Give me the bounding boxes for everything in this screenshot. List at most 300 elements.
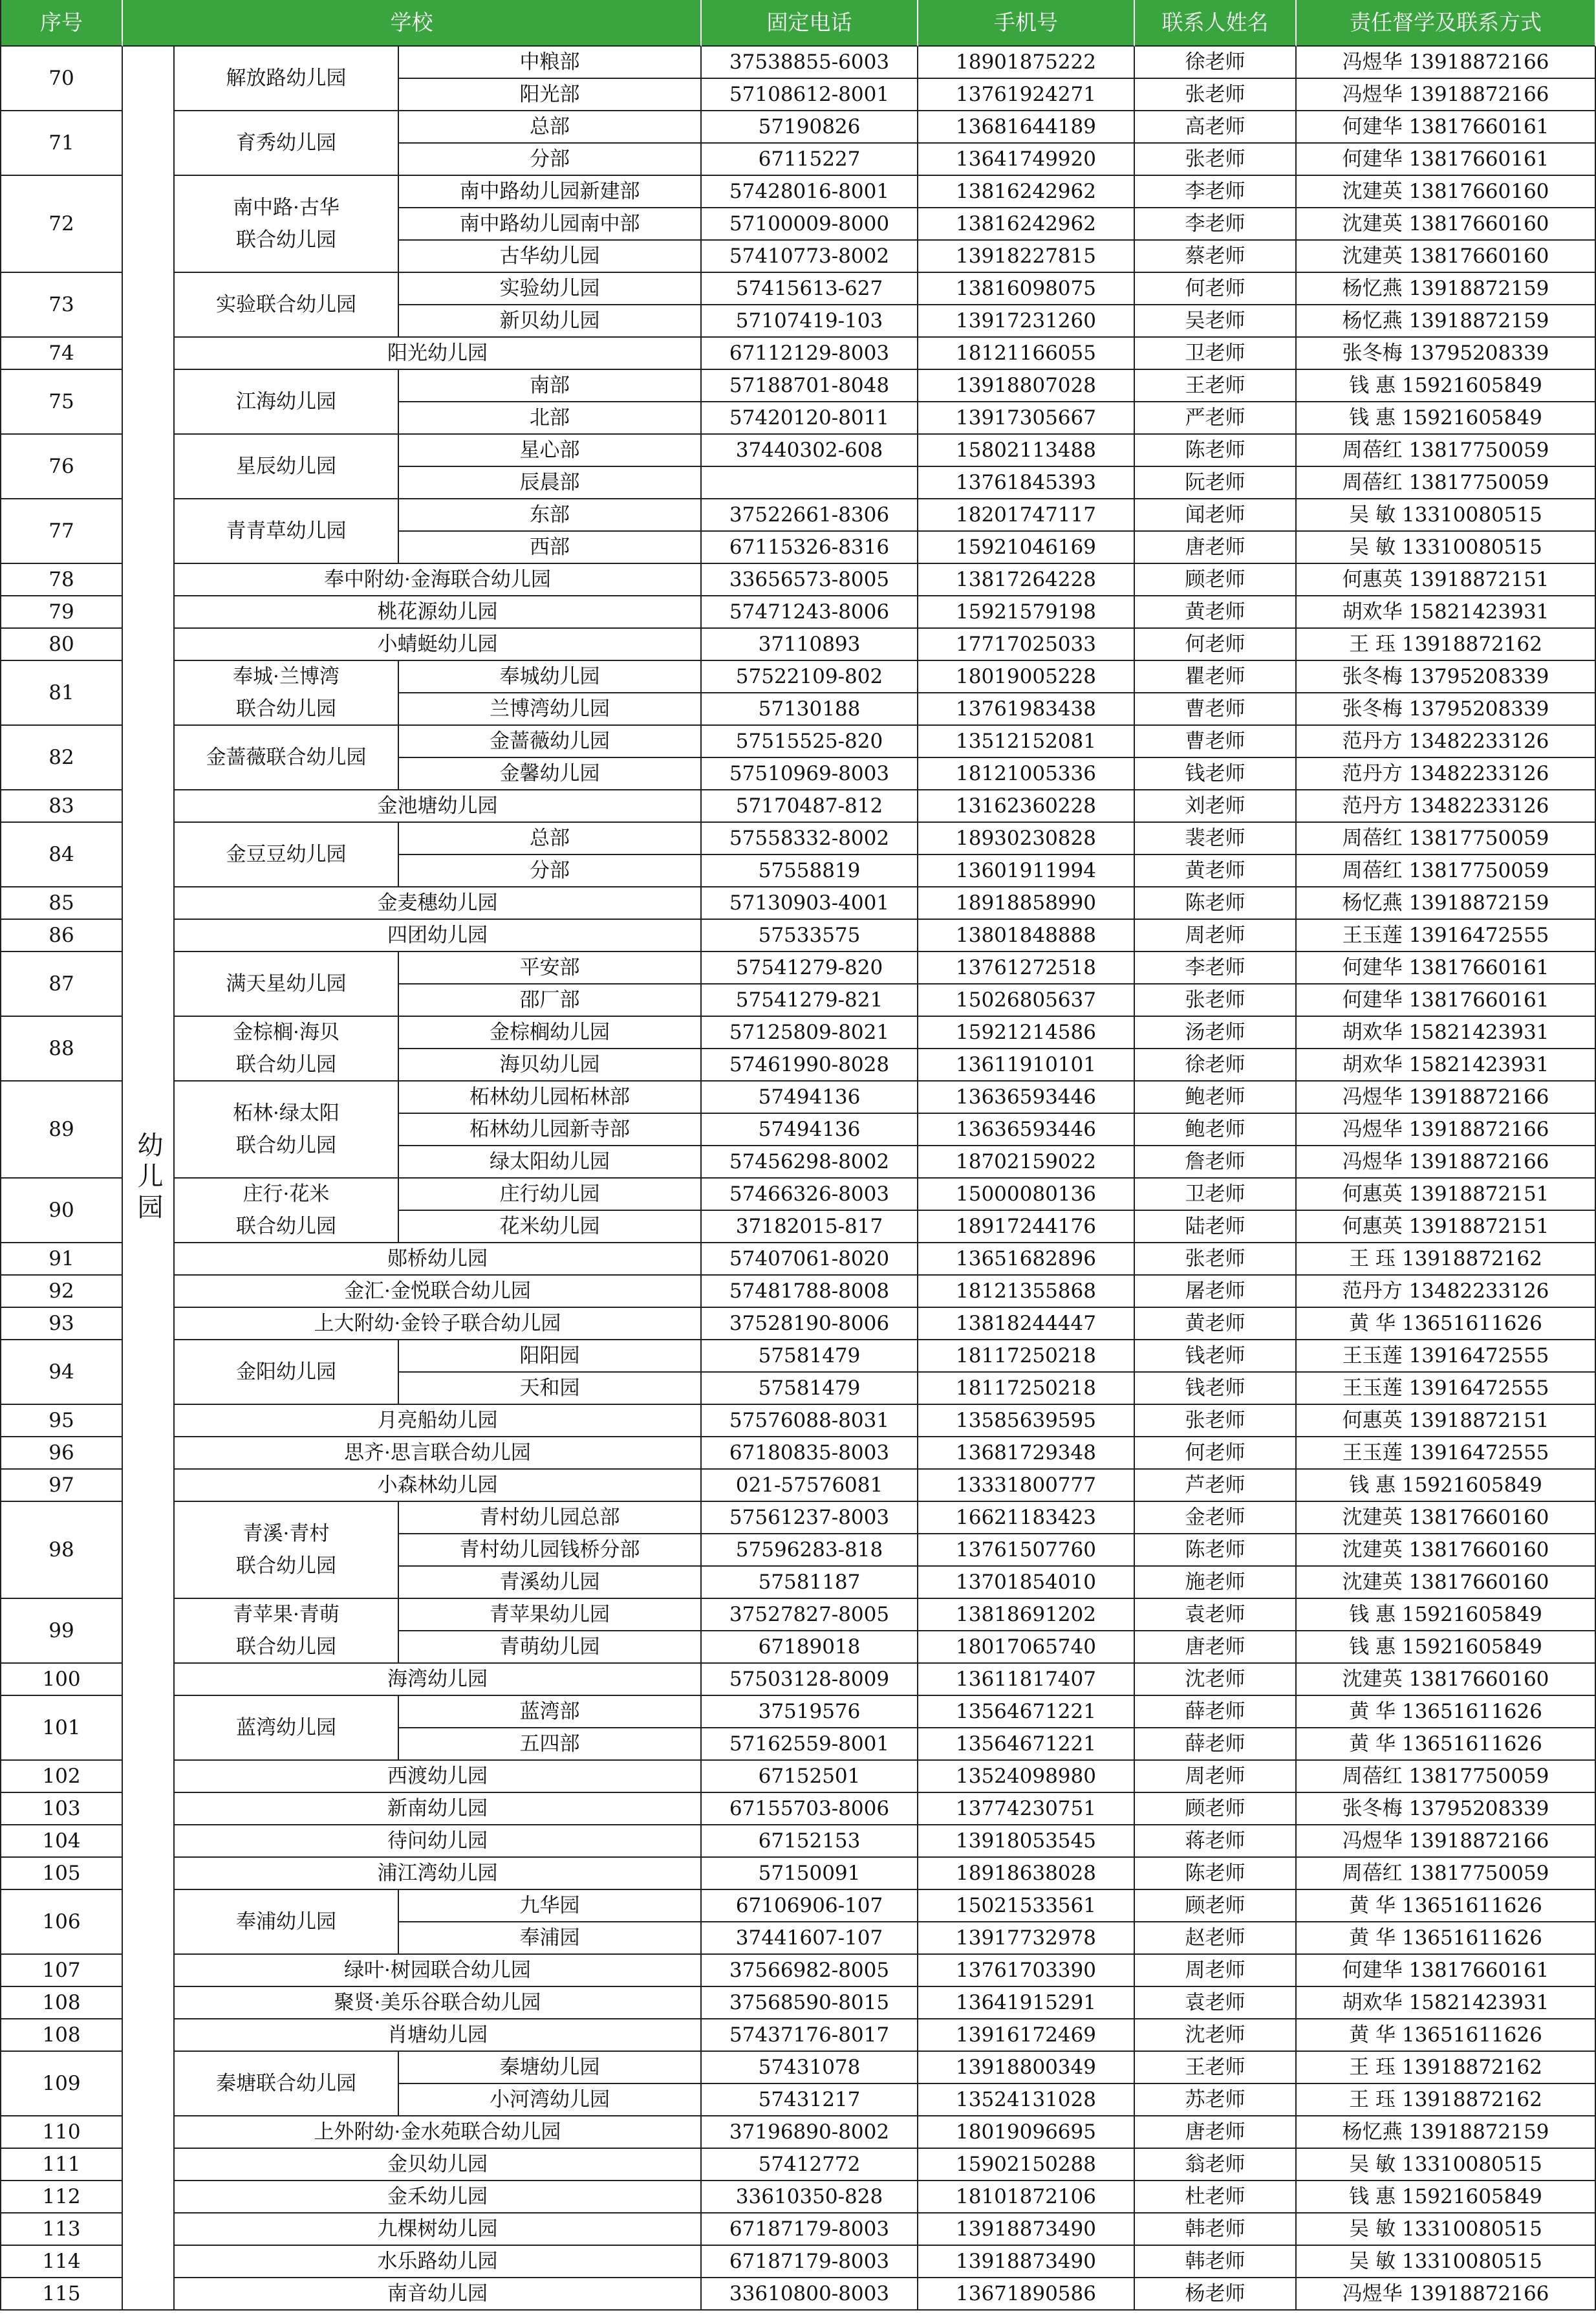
campus-name: 金馨幼儿园: [399, 758, 702, 790]
school-name: 小森林幼儿园: [175, 1470, 702, 1502]
supervisor-cell: 胡欢华 15821423931: [1297, 1987, 1596, 2019]
contact-name-cell: 金老师: [1135, 1502, 1297, 1534]
landline-cell: 37440302-608: [702, 435, 918, 467]
row-seq: 87: [0, 952, 123, 1017]
mobile-cell: 13761845393: [918, 467, 1135, 499]
landline-cell: 57515525-820: [702, 726, 918, 758]
school-name: 上外附幼·金水苑联合幼儿园: [175, 2116, 702, 2149]
contact-name-cell: 顾老师: [1135, 1793, 1297, 1825]
row-seq: 89: [0, 1082, 123, 1179]
mobile-cell: 13564671221: [918, 1696, 1135, 1728]
contact-name-cell: 吴老师: [1135, 305, 1297, 338]
supervisor-cell: 周蓓红 13817750059: [1297, 855, 1596, 887]
school-name: 金汇·金悦联合幼儿园: [175, 1276, 702, 1308]
supervisor-cell: 钱 惠 15921605849: [1297, 402, 1596, 435]
contact-name-cell: 李老师: [1135, 952, 1297, 984]
contact-name-cell: 陈老师: [1135, 887, 1297, 920]
campus-name: 奉城幼儿园: [399, 661, 702, 693]
row-seq: 114: [0, 2246, 123, 2278]
row-seq: 111: [0, 2149, 123, 2181]
campus-name: 南中路幼儿园南中部: [399, 208, 702, 241]
mobile-cell: 18201747117: [918, 499, 1135, 532]
campus-name: 新贝幼儿园: [399, 305, 702, 338]
contact-name-cell: 陈老师: [1135, 435, 1297, 467]
row-seq: 92: [0, 1276, 123, 1308]
mobile-cell: 13585639595: [918, 1405, 1135, 1437]
mobile-cell: 13671890586: [918, 2278, 1135, 2311]
landline-cell: 57420120-8011: [702, 402, 918, 435]
row-seq: 108: [0, 1987, 123, 2019]
school-name: 金豆豆幼儿园: [175, 823, 399, 887]
campus-name: 花米幼儿园: [399, 1211, 702, 1243]
campus-name: 星心部: [399, 435, 702, 467]
mobile-cell: 18101872106: [918, 2181, 1135, 2214]
campus-name: 实验幼儿园: [399, 273, 702, 305]
supervisor-cell: 范丹方 13482233126: [1297, 758, 1596, 790]
landline-cell: 37568590-8015: [702, 1987, 918, 2019]
contact-name-cell: 施老师: [1135, 1567, 1297, 1599]
campus-name: 小河湾幼儿园: [399, 2084, 702, 2116]
school-name: 奉浦幼儿园: [175, 1890, 399, 1955]
supervisor-cell: 沈建英 13817660160: [1297, 1567, 1596, 1599]
contact-name-cell: 唐老师: [1135, 2116, 1297, 2149]
supervisor-cell: 杨忆燕 13918872159: [1297, 2116, 1596, 2149]
campus-name: 金蔷薇幼儿园: [399, 726, 702, 758]
landline-cell: 57596283-818: [702, 1534, 918, 1567]
campus-name: 九华园: [399, 1890, 702, 1922]
school-name: 南中路·古华 联合幼儿园: [175, 176, 399, 273]
supervisor-cell: 胡欢华 15821423931: [1297, 596, 1596, 629]
mobile-cell: 13761272518: [918, 952, 1135, 984]
supervisor-cell: 沈建英 13817660160: [1297, 241, 1596, 273]
supervisor-cell: 周蓓红 13817750059: [1297, 467, 1596, 499]
contact-name-cell: 周老师: [1135, 920, 1297, 952]
school-name: 金贝幼儿园: [175, 2149, 702, 2181]
supervisor-cell: 吴 敏 13310080515: [1297, 499, 1596, 532]
mobile-cell: 13917305667: [918, 402, 1135, 435]
row-seq: 86: [0, 920, 123, 952]
contact-name-cell: 周老师: [1135, 1955, 1297, 1987]
row-seq: 98: [0, 1502, 123, 1599]
row-seq: 112: [0, 2181, 123, 2214]
supervisor-cell: 黄 华 13651611626: [1297, 1696, 1596, 1728]
contact-name-cell: 唐老师: [1135, 1631, 1297, 1664]
row-seq: 109: [0, 2052, 123, 2116]
row-seq: 107: [0, 1955, 123, 1987]
mobile-cell: 13701854010: [918, 1567, 1135, 1599]
row-seq: 94: [0, 1340, 123, 1405]
mobile-cell: 13641749920: [918, 144, 1135, 176]
mobile-cell: 13918053545: [918, 1825, 1135, 1858]
school-name: 奉城·兰博湾 联合幼儿园: [175, 661, 399, 726]
campus-name: 青村幼儿园总部: [399, 1502, 702, 1534]
landline-cell: 57456298-8002: [702, 1146, 918, 1179]
landline-cell: 37528190-8006: [702, 1308, 918, 1340]
school-name: 九棵树幼儿园: [175, 2214, 702, 2246]
header-school: 学校: [123, 0, 702, 47]
supervisor-cell: 范丹方 13482233126: [1297, 1276, 1596, 1308]
campus-name: 南部: [399, 370, 702, 402]
landline-cell: 57150091: [702, 1858, 918, 1890]
contact-name-cell: 裴老师: [1135, 823, 1297, 855]
supervisor-cell: 王玉莲 13916472555: [1297, 920, 1596, 952]
school-name: 实验联合幼儿园: [175, 273, 399, 338]
row-seq: 81: [0, 661, 123, 726]
mobile-cell: 13761507760: [918, 1534, 1135, 1567]
mobile-cell: 13601911994: [918, 855, 1135, 887]
supervisor-cell: 胡欢华 15821423931: [1297, 1017, 1596, 1049]
landline-cell: 57481788-8008: [702, 1276, 918, 1308]
contact-name-cell: 赵老师: [1135, 1922, 1297, 1955]
landline-cell: 57107419-103: [702, 305, 918, 338]
contact-name-cell: 黄老师: [1135, 596, 1297, 629]
header-supervisor: 责任督学及联系方式: [1297, 0, 1596, 47]
header-seq: 序号: [0, 0, 123, 47]
landline-cell: 67187179-8003: [702, 2246, 918, 2278]
landline-cell: 67180835-8003: [702, 1437, 918, 1470]
school-name: 星辰幼儿园: [175, 435, 399, 499]
row-seq: 70: [0, 47, 123, 111]
landline-cell: 57576088-8031: [702, 1405, 918, 1437]
contact-name-cell: 周老师: [1135, 1761, 1297, 1793]
campus-name: 古华幼儿园: [399, 241, 702, 273]
contact-name-cell: 鲍老师: [1135, 1114, 1297, 1146]
landline-cell: 33610350-828: [702, 2181, 918, 2214]
category-label: 幼儿园: [123, 47, 175, 2311]
mobile-cell: 15902150288: [918, 2149, 1135, 2181]
row-seq: 95: [0, 1405, 123, 1437]
supervisor-cell: 周蓓红 13817750059: [1297, 1858, 1596, 1890]
mobile-cell: 13774230751: [918, 1793, 1135, 1825]
supervisor-cell: 王 珏 13918872162: [1297, 629, 1596, 661]
school-name: 水乐路幼儿园: [175, 2246, 702, 2278]
campus-name: 庄行幼儿园: [399, 1179, 702, 1211]
landline-cell: 37522661-8306: [702, 499, 918, 532]
landline-cell: 57437176-8017: [702, 2019, 918, 2052]
row-seq: 90: [0, 1179, 123, 1243]
school-name: 柘林·绿太阳 联合幼儿园: [175, 1082, 399, 1179]
supervisor-cell: 张冬梅 13795208339: [1297, 661, 1596, 693]
supervisor-cell: 吴 敏 13310080515: [1297, 2214, 1596, 2246]
school-name: 江海幼儿园: [175, 370, 399, 435]
campus-name: 辰晨部: [399, 467, 702, 499]
contact-name-cell: 薛老师: [1135, 1728, 1297, 1761]
school-name: 月亮船幼儿园: [175, 1405, 702, 1437]
row-seq: 113: [0, 2214, 123, 2246]
contact-name-cell: 沈老师: [1135, 1664, 1297, 1696]
row-seq: 106: [0, 1890, 123, 1955]
mobile-cell: 15802113488: [918, 435, 1135, 467]
supervisor-cell: 周蓓红 13817750059: [1297, 435, 1596, 467]
school-name: 秦塘联合幼儿园: [175, 2052, 399, 2116]
supervisor-cell: 钱 惠 15921605849: [1297, 370, 1596, 402]
supervisor-cell: 吴 敏 13310080515: [1297, 532, 1596, 564]
contact-name-cell: 张老师: [1135, 984, 1297, 1017]
contact-name-cell: 王老师: [1135, 2052, 1297, 2084]
row-seq: 80: [0, 629, 123, 661]
contact-name-cell: 顾老师: [1135, 1890, 1297, 1922]
row-seq: 74: [0, 338, 123, 370]
mobile-cell: 13651682896: [918, 1243, 1135, 1276]
landline-cell: 57170487-812: [702, 790, 918, 823]
supervisor-cell: 何惠英 13918872151: [1297, 1179, 1596, 1211]
supervisor-cell: 冯煜华 13918872166: [1297, 1146, 1596, 1179]
contact-name-cell: 薛老师: [1135, 1696, 1297, 1728]
campus-name: 青村幼儿园钱桥分部: [399, 1534, 702, 1567]
supervisor-cell: 范丹方 13482233126: [1297, 790, 1596, 823]
campus-name: 北部: [399, 402, 702, 435]
landline-cell: 57581479: [702, 1340, 918, 1373]
supervisor-cell: 黄 华 13651611626: [1297, 1728, 1596, 1761]
mobile-cell: 18121355868: [918, 1276, 1135, 1308]
supervisor-cell: 杨忆燕 13918872159: [1297, 887, 1596, 920]
supervisor-cell: 冯煜华 13918872166: [1297, 47, 1596, 79]
mobile-cell: 17717025033: [918, 629, 1135, 661]
school-name: 小蜻蜓幼儿园: [175, 629, 702, 661]
mobile-cell: 13512152081: [918, 726, 1135, 758]
supervisor-cell: 冯煜华 13918872166: [1297, 1114, 1596, 1146]
row-seq: 100: [0, 1664, 123, 1696]
school-name: 西渡幼儿园: [175, 1761, 702, 1793]
landline-cell: 57581479: [702, 1373, 918, 1405]
supervisor-cell: 范丹方 13482233126: [1297, 726, 1596, 758]
campus-name: 柘林幼儿园新寺部: [399, 1114, 702, 1146]
mobile-cell: 13636593446: [918, 1082, 1135, 1114]
contact-name-cell: 陆老师: [1135, 1211, 1297, 1243]
landline-cell: 57415613-627: [702, 273, 918, 305]
contact-name-cell: 芦老师: [1135, 1470, 1297, 1502]
campus-name: 金棕榈幼儿园: [399, 1017, 702, 1049]
contact-name-cell: 徐老师: [1135, 1049, 1297, 1082]
landline-cell: 67115227: [702, 144, 918, 176]
supervisor-cell: 王 珏 13918872162: [1297, 2052, 1596, 2084]
mobile-cell: 18918638028: [918, 1858, 1135, 1890]
landline-cell: 57466326-8003: [702, 1179, 918, 1211]
school-name: 金棕榈·海贝 联合幼儿园: [175, 1017, 399, 1082]
school-name: 解放路幼儿园: [175, 47, 399, 111]
mobile-cell: 18017065740: [918, 1631, 1135, 1664]
mobile-cell: 13816242962: [918, 176, 1135, 208]
landline-cell: 57431078: [702, 2052, 918, 2084]
landline-cell: 57188701-8048: [702, 370, 918, 402]
supervisor-cell: 何惠英 13918872151: [1297, 1405, 1596, 1437]
mobile-cell: 13816098075: [918, 273, 1135, 305]
contact-name-cell: 王老师: [1135, 370, 1297, 402]
school-name: 郧桥幼儿园: [175, 1243, 702, 1276]
supervisor-cell: 冯煜华 13918872166: [1297, 1825, 1596, 1858]
school-name: 青青草幼儿园: [175, 499, 399, 564]
supervisor-cell: 钱 惠 15921605849: [1297, 1470, 1596, 1502]
landline-cell: 67106906-107: [702, 1890, 918, 1922]
row-seq: 115: [0, 2278, 123, 2311]
school-name: 绿叶·树园联合幼儿园: [175, 1955, 702, 1987]
mobile-cell: 13918873490: [918, 2246, 1135, 2278]
row-seq: 72: [0, 176, 123, 273]
supervisor-cell: 王玉莲 13916472555: [1297, 1437, 1596, 1470]
contact-name-cell: 曹老师: [1135, 693, 1297, 726]
school-name: 金麦穗幼儿园: [175, 887, 702, 920]
landline-cell: 57428016-8001: [702, 176, 918, 208]
landline-cell: 57561237-8003: [702, 1502, 918, 1534]
school-name: 金阳幼儿园: [175, 1340, 399, 1405]
landline-cell: 57494136: [702, 1114, 918, 1146]
landline-cell: 57558819: [702, 855, 918, 887]
landline-cell: 37538855-6003: [702, 47, 918, 79]
supervisor-cell: 周蓓红 13817750059: [1297, 1761, 1596, 1793]
mobile-cell: 13761924271: [918, 79, 1135, 111]
contact-name-cell: 张老师: [1135, 1243, 1297, 1276]
supervisor-cell: 胡欢华 15821423931: [1297, 1049, 1596, 1082]
school-name: 青苹果·青萌 联合幼儿园: [175, 1599, 399, 1664]
campus-name: 兰博湾幼儿园: [399, 693, 702, 726]
contact-name-cell: 卫老师: [1135, 338, 1297, 370]
campus-name: 秦塘幼儿园: [399, 2052, 702, 2084]
header-landline: 固定电话: [702, 0, 918, 47]
mobile-cell: 13331800777: [918, 1470, 1135, 1502]
school-name: 庄行·花米 联合幼儿园: [175, 1179, 399, 1243]
landline-cell: 57522109-802: [702, 661, 918, 693]
supervisor-cell: 何建华 13817660161: [1297, 144, 1596, 176]
supervisor-cell: 沈建英 13817660160: [1297, 1502, 1596, 1534]
landline-cell: 67152153: [702, 1825, 918, 1858]
contact-name-cell: 韩老师: [1135, 2246, 1297, 2278]
mobile-cell: 13918807028: [918, 370, 1135, 402]
contact-name-cell: 蒋老师: [1135, 1825, 1297, 1858]
campus-name: 平安部: [399, 952, 702, 984]
landline-cell: 67152501: [702, 1761, 918, 1793]
supervisor-cell: 钱 惠 15921605849: [1297, 1599, 1596, 1631]
row-seq: 71: [0, 111, 123, 176]
campus-name: 青萌幼儿园: [399, 1631, 702, 1664]
school-name: 阳光幼儿园: [175, 338, 702, 370]
mobile-cell: 13564671221: [918, 1728, 1135, 1761]
mobile-cell: 13611817407: [918, 1664, 1135, 1696]
supervisor-cell: 何建华 13817660161: [1297, 1955, 1596, 1987]
contact-name-cell: 苏老师: [1135, 2084, 1297, 2116]
school-name: 聚贤·美乐谷联合幼儿园: [175, 1987, 702, 2019]
supervisor-cell: 黄 华 13651611626: [1297, 1922, 1596, 1955]
contact-name-cell: 钱老师: [1135, 1340, 1297, 1373]
school-name: 桃花源幼儿园: [175, 596, 702, 629]
mobile-cell: 13681644189: [918, 111, 1135, 144]
contact-name-cell: 黄老师: [1135, 1308, 1297, 1340]
contact-name-cell: 陈老师: [1135, 1858, 1297, 1890]
contact-name-cell: 顾老师: [1135, 564, 1297, 596]
supervisor-cell: 何惠英 13918872151: [1297, 1211, 1596, 1243]
mobile-cell: 18019005228: [918, 661, 1135, 693]
campus-name: 柘林幼儿园柘林部: [399, 1082, 702, 1114]
campus-name: 蓝湾部: [399, 1696, 702, 1728]
mobile-cell: 18901875222: [918, 47, 1135, 79]
school-name: 上大附幼·金铃子联合幼儿园: [175, 1308, 702, 1340]
landline-cell: 57130188: [702, 693, 918, 726]
landline-cell: 57541279-821: [702, 984, 918, 1017]
mobile-cell: 13162360228: [918, 790, 1135, 823]
mobile-cell: 13918800349: [918, 2052, 1135, 2084]
landline-cell: 37441607-107: [702, 1922, 918, 1955]
supervisor-cell: 王 珏 13918872162: [1297, 2084, 1596, 2116]
contact-name-cell: 韩老师: [1135, 2214, 1297, 2246]
contact-name-cell: 何老师: [1135, 629, 1297, 661]
supervisor-cell: 周蓓红 13817750059: [1297, 823, 1596, 855]
row-seq: 97: [0, 1470, 123, 1502]
mobile-cell: 13818244447: [918, 1308, 1135, 1340]
landline-cell: [702, 467, 918, 499]
mobile-cell: 13761703390: [918, 1955, 1135, 1987]
contact-name-cell: 徐老师: [1135, 47, 1297, 79]
supervisor-cell: 王玉莲 13916472555: [1297, 1373, 1596, 1405]
contact-name-cell: 刘老师: [1135, 790, 1297, 823]
contact-name-cell: 屠老师: [1135, 1276, 1297, 1308]
landline-cell: 67187179-8003: [702, 2214, 918, 2246]
supervisor-cell: 沈建英 13817660160: [1297, 1664, 1596, 1696]
landline-cell: 57412772: [702, 2149, 918, 2181]
contact-name-cell: 严老师: [1135, 402, 1297, 435]
school-name: 满天星幼儿园: [175, 952, 399, 1017]
landline-cell: 37196890-8002: [702, 2116, 918, 2149]
campus-name: 邵厂部: [399, 984, 702, 1017]
supervisor-cell: 沈建英 13817660160: [1297, 208, 1596, 241]
school-name: 四团幼儿园: [175, 920, 702, 952]
school-name: 奉中附幼·金海联合幼儿园: [175, 564, 702, 596]
landline-cell: 57581187: [702, 1567, 918, 1599]
supervisor-cell: 吴 敏 13310080515: [1297, 2149, 1596, 2181]
school-name: 蓝湾幼儿园: [175, 1696, 399, 1761]
landline-cell: 57533575: [702, 920, 918, 952]
campus-name: 西部: [399, 532, 702, 564]
landline-cell: 57503128-8009: [702, 1664, 918, 1696]
campus-name: 天和园: [399, 1373, 702, 1405]
mobile-cell: 13681729348: [918, 1437, 1135, 1470]
mobile-cell: 18117250218: [918, 1373, 1135, 1405]
school-name: 金蔷薇联合幼儿园: [175, 726, 399, 790]
school-name: 南音幼儿园: [175, 2278, 702, 2311]
row-seq: 104: [0, 1825, 123, 1858]
contact-name-cell: 汤老师: [1135, 1017, 1297, 1049]
contact-name-cell: 黄老师: [1135, 855, 1297, 887]
landline-cell: 37566982-8005: [702, 1955, 918, 1987]
landline-cell: 37182015-817: [702, 1211, 918, 1243]
landline-cell: 37519576: [702, 1696, 918, 1728]
landline-cell: 57190826: [702, 111, 918, 144]
landline-cell: 67189018: [702, 1631, 918, 1664]
contact-name-cell: 袁老师: [1135, 1599, 1297, 1631]
row-seq: 101: [0, 1696, 123, 1761]
campus-name: 中粮部: [399, 47, 702, 79]
mobile-cell: 13918873490: [918, 2214, 1135, 2246]
row-seq: 84: [0, 823, 123, 887]
contact-name-cell: 钱老师: [1135, 758, 1297, 790]
landline-cell: 37110893: [702, 629, 918, 661]
contact-name-cell: 杨老师: [1135, 2278, 1297, 2311]
contact-name-cell: 詹老师: [1135, 1146, 1297, 1179]
contact-name-cell: 翁老师: [1135, 2149, 1297, 2181]
contact-name-cell: 何老师: [1135, 1437, 1297, 1470]
contact-name-cell: 钱老师: [1135, 1373, 1297, 1405]
supervisor-cell: 张冬梅 13795208339: [1297, 693, 1596, 726]
supervisor-cell: 杨忆燕 13918872159: [1297, 273, 1596, 305]
mobile-cell: 13761983438: [918, 693, 1135, 726]
row-seq: 82: [0, 726, 123, 790]
landline-cell: 57130903-4001: [702, 887, 918, 920]
landline-cell: 57510969-8003: [702, 758, 918, 790]
landline-cell: 37527827-8005: [702, 1599, 918, 1631]
contact-name-cell: 高老师: [1135, 111, 1297, 144]
supervisor-cell: 杨忆燕 13918872159: [1297, 305, 1596, 338]
campus-name: 五四部: [399, 1728, 702, 1761]
landline-cell: 57461990-8028: [702, 1049, 918, 1082]
supervisor-cell: 沈建英 13817660160: [1297, 176, 1596, 208]
